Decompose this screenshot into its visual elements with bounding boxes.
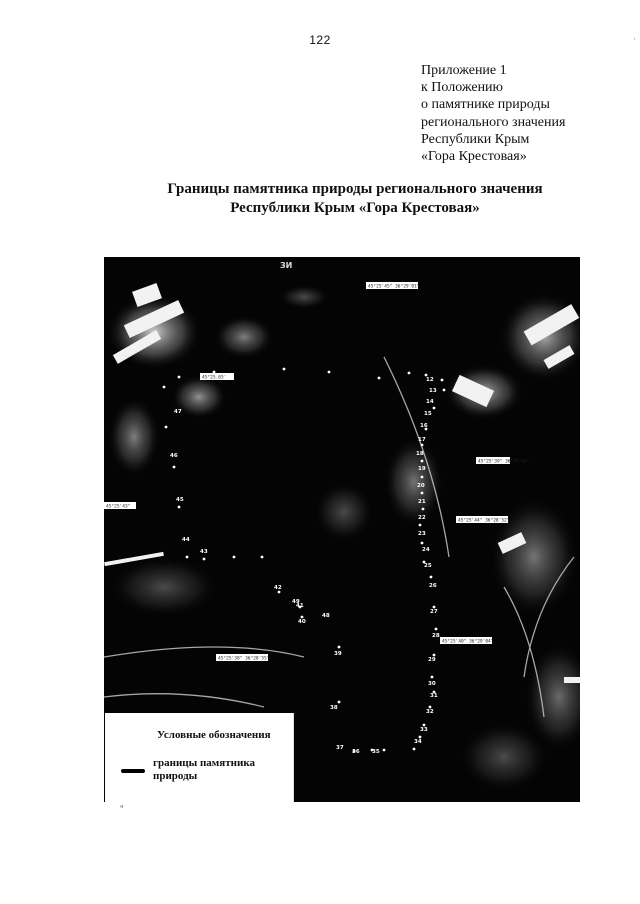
- boundary-point: [378, 377, 381, 380]
- boundary-point-label: 44: [182, 537, 190, 543]
- boundary-point-label: 43: [200, 549, 208, 555]
- boundary-point-label: 38: [330, 705, 338, 711]
- boundary-point: [425, 374, 428, 377]
- boundary-point: [278, 591, 281, 594]
- boundary-point: [441, 379, 444, 382]
- boundary-point: [165, 426, 168, 429]
- boundary-point: [433, 654, 436, 657]
- coordinate-label: [440, 637, 493, 645]
- appendix-line: о памятнике природы: [421, 97, 550, 113]
- boundary-point-label: 36: [352, 749, 360, 755]
- boundary-point: [422, 508, 425, 511]
- boundary-point-label: 32: [426, 709, 434, 715]
- svg-text:45°25'38" 36°28'55": 45°25'38" 36°28'55": [218, 656, 270, 662]
- boundary-point: [433, 606, 436, 609]
- boundary-point: [328, 371, 331, 374]
- coordinate-label: [216, 654, 269, 662]
- boundary-point-label: 17: [418, 437, 426, 443]
- boundary-point-label: 39: [334, 651, 342, 657]
- boundary-point: [433, 407, 436, 410]
- boundary-labels: [170, 377, 440, 755]
- boundary-point: [203, 558, 206, 561]
- boundary-point: [421, 542, 424, 545]
- boundary-point: [413, 748, 416, 751]
- appendix-block: [421, 62, 636, 165]
- boundary-point: [173, 466, 176, 469]
- coordinate-label: [366, 282, 419, 290]
- legend-boundary-label-line2: природы: [153, 770, 198, 782]
- coordinate-label: [456, 516, 509, 524]
- boundary-point-label: 49: [292, 599, 300, 605]
- page-number: 122: [309, 33, 331, 47]
- boundary-point-label: 27: [430, 609, 438, 615]
- document-heading: [0, 180, 640, 218]
- boundary-point: [430, 576, 433, 579]
- boundary-point-label: 35: [372, 749, 380, 755]
- boundary-point: [338, 701, 341, 704]
- boundary-point: [233, 556, 236, 559]
- svg-text:45°25'40" 36°29'04": 45°25'40" 36°29'04": [442, 639, 494, 645]
- coordinate-label: [104, 502, 136, 510]
- boundary-point: [431, 676, 434, 679]
- boundary-point-label: 16: [420, 423, 428, 429]
- boundary-point-label: 40: [298, 619, 306, 625]
- boundary-point-label: 31: [430, 693, 438, 699]
- svg-text:45°25'45" 36°29'01": 45°25'45" 36°29'01": [368, 284, 420, 290]
- bottom-mark: ": [120, 804, 124, 814]
- boundary-point: [178, 376, 181, 379]
- appendix-line: Приложение 1: [421, 63, 507, 78]
- boundary-point: [261, 556, 264, 559]
- boundary-point-label: 24: [422, 547, 430, 553]
- svg-text:45°25'44" 36°28'52": 45°25'44" 36°28'52": [458, 518, 510, 524]
- boundary-point-label: 45: [176, 497, 184, 503]
- boundary-point-label: 42: [274, 585, 282, 591]
- svg-text:45°25'43": 45°25'43": [106, 504, 131, 510]
- map-north-mark: ЗИ: [280, 261, 293, 270]
- boundary-point-label: 13: [429, 388, 437, 394]
- svg-text:45°25'39" 36°29'03": 45°25'39" 36°29'03": [478, 459, 530, 465]
- appendix-line: к Положению: [421, 80, 504, 96]
- boundary-point-label: 47: [174, 409, 182, 415]
- boundary-point-label: 37: [336, 745, 344, 751]
- legend-boundary-label-line1: границы памятника: [153, 757, 255, 769]
- boundary-point-label: 12: [426, 377, 434, 383]
- coordinate-label: [476, 457, 529, 465]
- boundary-point: [383, 749, 386, 752]
- boundary-dots: [163, 368, 446, 753]
- boundary-point-label: 14: [426, 399, 434, 405]
- boundary-point: [178, 506, 181, 509]
- boundary-point: [283, 368, 286, 371]
- boundary-point-label: 41: [296, 603, 304, 609]
- boundary-point: [421, 444, 424, 447]
- boundary-point: [186, 556, 189, 559]
- svg-text:45°25.65': 45°25.65': [202, 375, 227, 381]
- legend-boundary-label: [153, 757, 289, 783]
- boundary-point-label: 18: [416, 451, 424, 457]
- boundary-point-label: 19: [418, 466, 426, 472]
- boundary-point: [435, 628, 438, 631]
- boundary-point-label: 15: [424, 411, 432, 417]
- boundary-point-label: 28: [432, 633, 440, 639]
- appendix-line: «Гора Крестовая»: [421, 149, 527, 165]
- boundary-point-label: 22: [418, 515, 426, 521]
- corner-mark: ·: [633, 34, 636, 44]
- boundary-point: [419, 736, 422, 739]
- boundary-point-label: 30: [428, 681, 436, 687]
- boundary-point: [163, 386, 166, 389]
- boundary-point-label: 48: [322, 613, 330, 619]
- boundary-point-label: 46: [170, 453, 178, 459]
- boundary-point: [423, 724, 426, 727]
- appendix-line: Республики Крым: [421, 131, 530, 147]
- map-legend: [105, 713, 294, 802]
- boundary-point-label: 23: [418, 531, 426, 537]
- boundary-point: [419, 524, 422, 527]
- coordinate-label: [200, 373, 234, 381]
- boundary-point-label: 21: [418, 499, 426, 505]
- heading-line-2: Республики Крым «Гора Крестовая»: [230, 200, 480, 216]
- boundary-point: [301, 616, 304, 619]
- boundary-point: [443, 389, 446, 392]
- boundary-point-label: 33: [420, 727, 428, 733]
- boundary-point: [421, 460, 424, 463]
- boundary-point: [421, 476, 424, 479]
- boundary-point: [421, 492, 424, 495]
- boundary-point-label: 29: [428, 657, 436, 663]
- heading-line-1: Границы памятника природы регионального значения: [167, 181, 543, 197]
- boundary-point-label: 25: [424, 563, 432, 569]
- boundary-line-symbol: [121, 769, 145, 773]
- boundary-point: [213, 371, 216, 374]
- boundary-point: [429, 706, 432, 709]
- legend-title: Условные обозначения: [157, 729, 271, 741]
- appendix-line: регионального значения: [421, 114, 566, 130]
- boundary-point: [408, 372, 411, 375]
- boundary-point-label: 34: [414, 739, 422, 745]
- boundary-point-label: 20: [417, 483, 425, 489]
- boundary-point-label: 26: [429, 583, 437, 589]
- boundary-point: [338, 646, 341, 649]
